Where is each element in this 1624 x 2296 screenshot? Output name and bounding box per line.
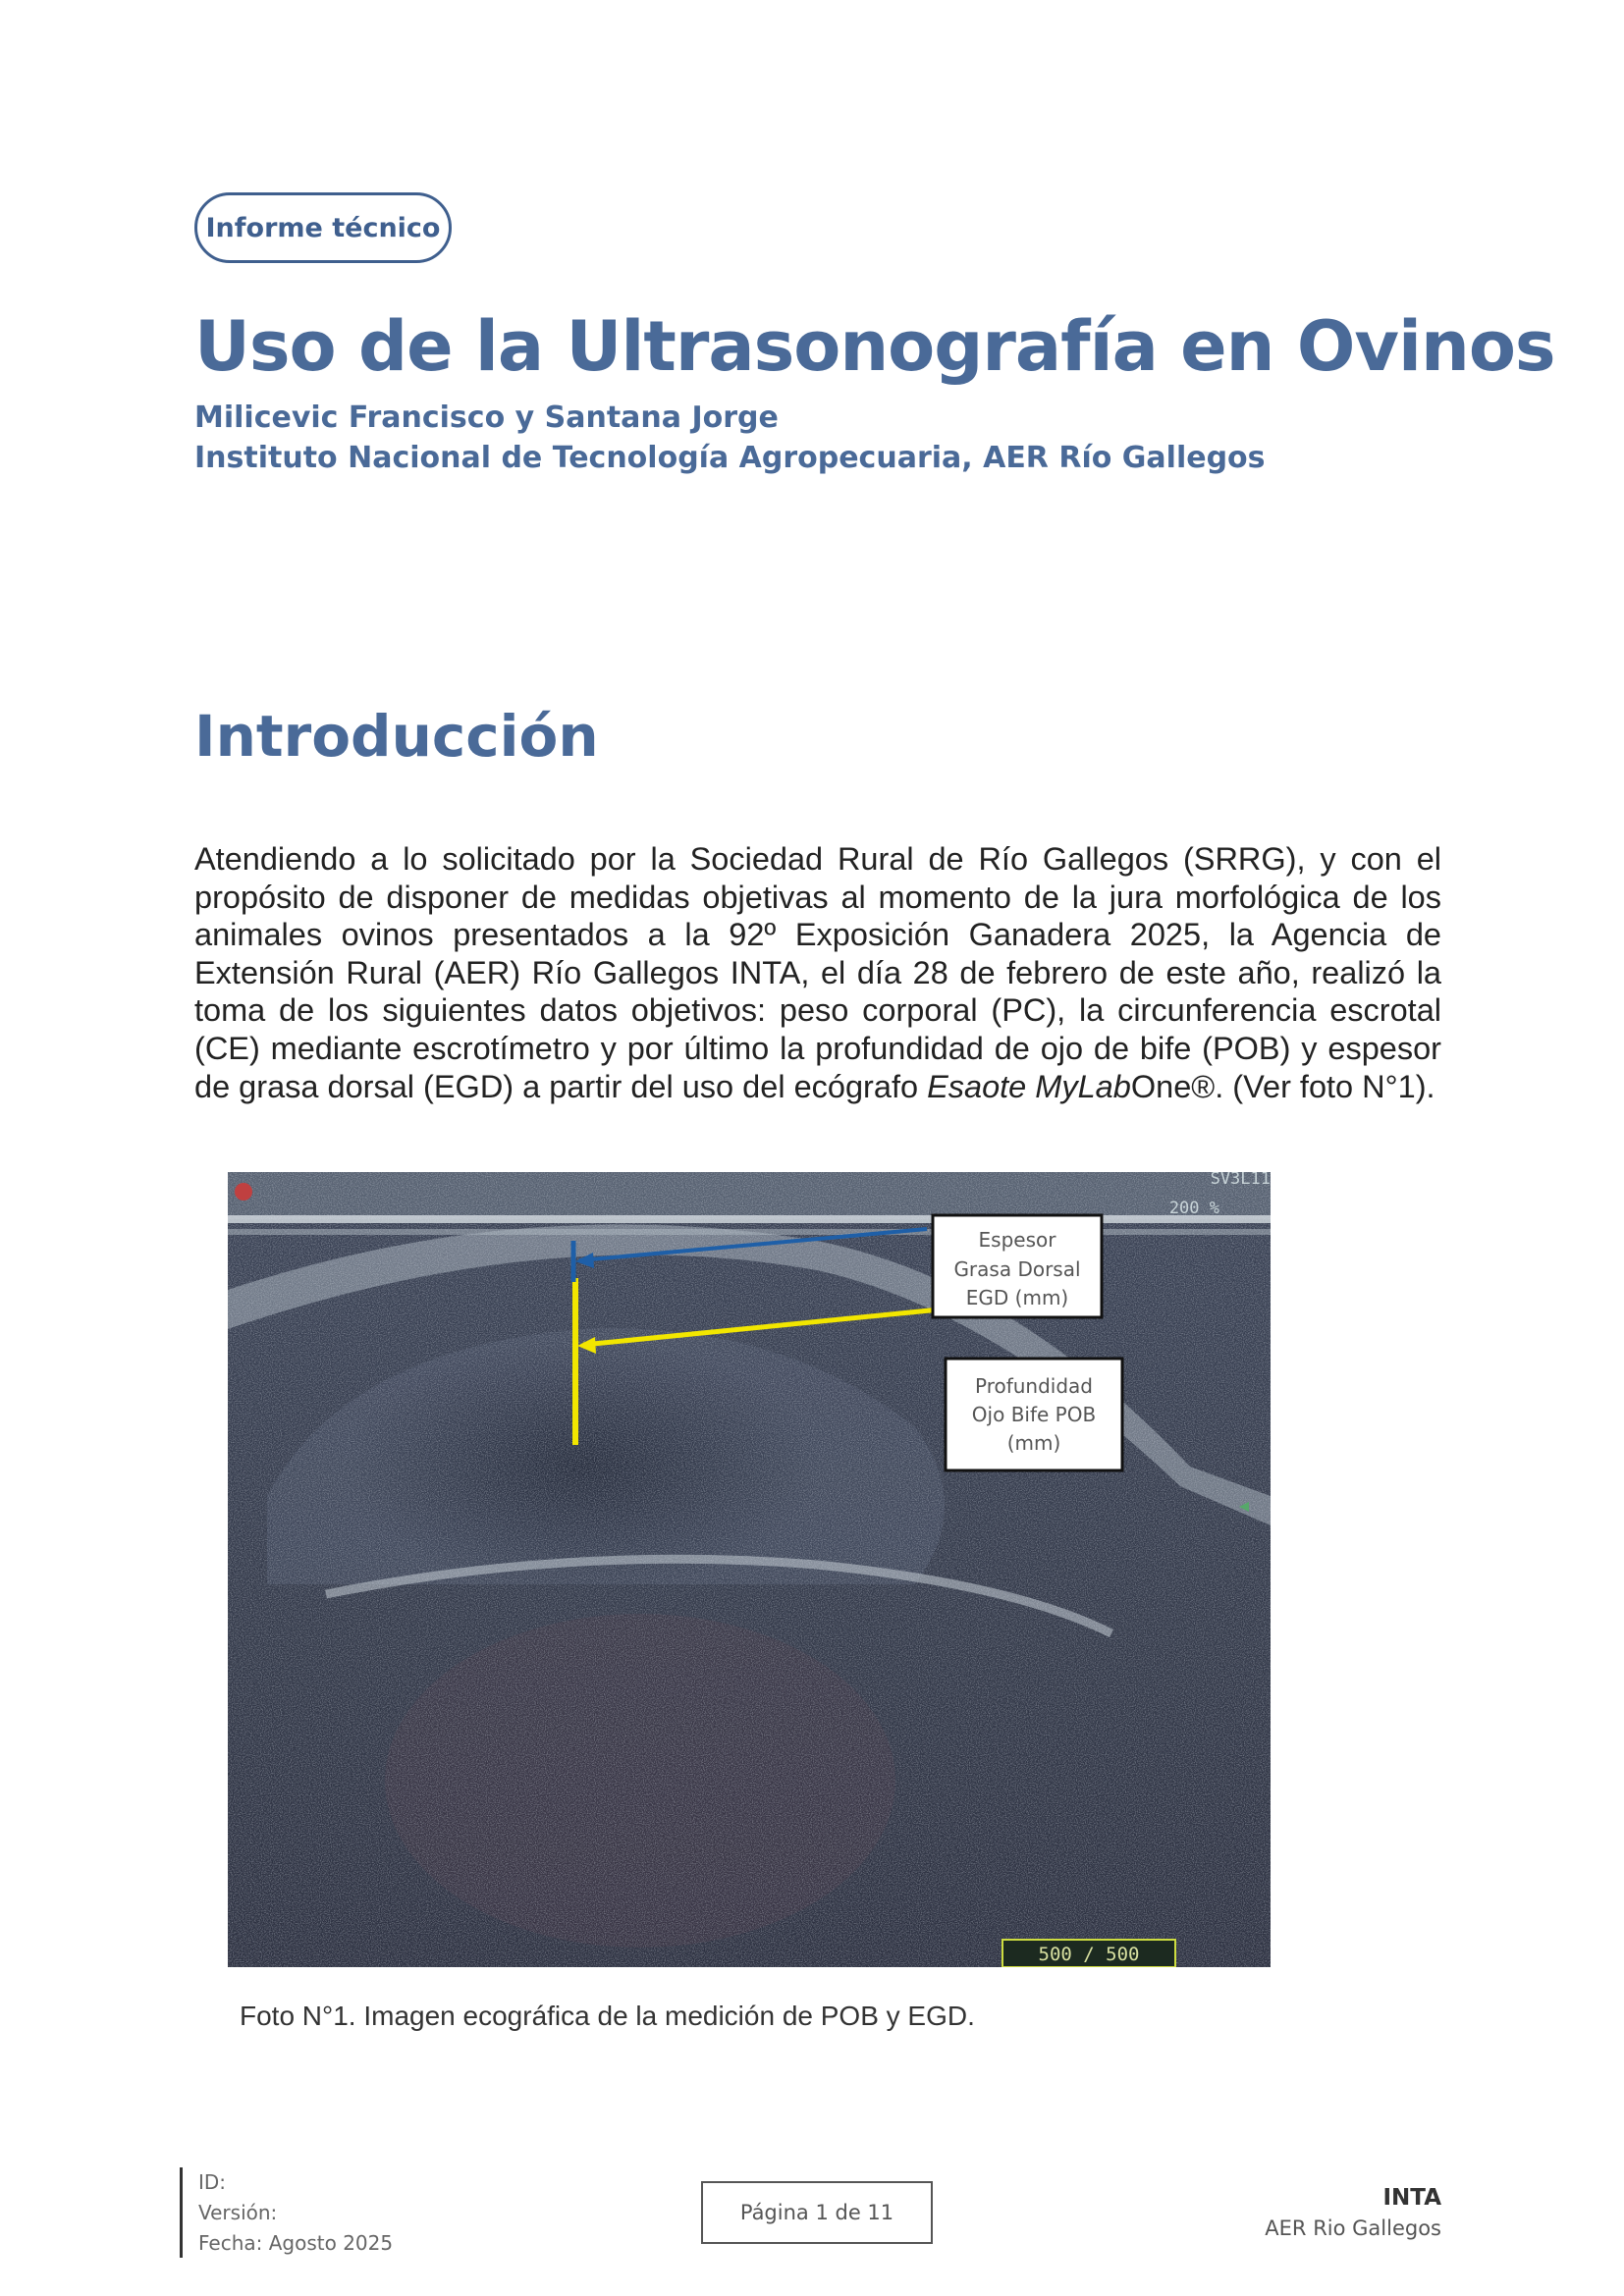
document-title: Uso de la Ultrasonografía en Ovinos (194, 306, 1555, 387)
report-type-badge: Informe técnico (194, 192, 452, 263)
id-label: ID: (198, 2170, 227, 2194)
zoom-label: 200 % (1168, 1199, 1219, 1218)
ultrasound-svg (228, 1172, 1271, 1967)
page-number: Página 1 de 11 (701, 2181, 933, 2244)
ultrasound-image (228, 1172, 1271, 1967)
frame-counter: 500 / 500 (1038, 1944, 1140, 1965)
figure-caption: Foto N°1. Imagen ecográfica de la medición de POB y EGD. (240, 2001, 975, 2031)
device-name: Esaote MyLab (927, 1068, 1131, 1104)
egd-label-line: Grasa Dorsal (953, 1257, 1081, 1281)
device-model: One® (1130, 1068, 1216, 1104)
pob-label-line: Ojo Bife POB (971, 1403, 1097, 1426)
record-icon (235, 1183, 252, 1201)
document-metadata (180, 2167, 393, 2258)
footer-organization (1265, 2185, 1441, 2240)
org-name: INTA (1382, 2185, 1441, 2211)
probe-label: SV3L11 (1210, 1172, 1271, 1189)
egd-label-line: Espesor (978, 1228, 1056, 1252)
authors: Milicevic Francisco y Santana Jorge (194, 400, 779, 435)
section-heading: Introducción (194, 703, 599, 770)
egd-annotation-box (933, 1215, 1102, 1317)
version-label: Versión: (198, 2201, 278, 2224)
pob-label-line: (mm) (1006, 1431, 1061, 1455)
org-unit: AER Rio Gallegos (1265, 2216, 1441, 2240)
egd-label-line: EGD (mm) (965, 1286, 1069, 1309)
paragraph-text: Atendiendo a lo solicitado por la Sociedad Rural de Río Gallegos (SRRG), y con el propósito de disponer de medidas objetivas al momento de la jura morfológica de los animales ovinos presentados a la 92º Exposición Ganadera 2025, la Agencia de Extensión Rural (AER) Río Gallegos INTA, el día 28 de febrero de este año, realizó la toma de los siguientes datos objetivos: peso corporal (PC), la circunferencia escrotal (CE) mediante escrotímetro y por último la profundidad de ojo de bife (POB) y espesor de grasa dorsal (EGD) a partir del uso del ecógrafo (194, 841, 1441, 1104)
intro-paragraph (194, 840, 1441, 1105)
date-label: Fecha: Agosto 2025 (198, 2231, 394, 2255)
pob-label-line: Profundidad (974, 1374, 1094, 1398)
institution: Instituto Nacional de Tecnología Agropecuaria, AER Río Gallegos (194, 441, 1266, 475)
pob-annotation-box (946, 1359, 1122, 1470)
paragraph-end: . (Ver foto N°1). (1215, 1068, 1435, 1104)
